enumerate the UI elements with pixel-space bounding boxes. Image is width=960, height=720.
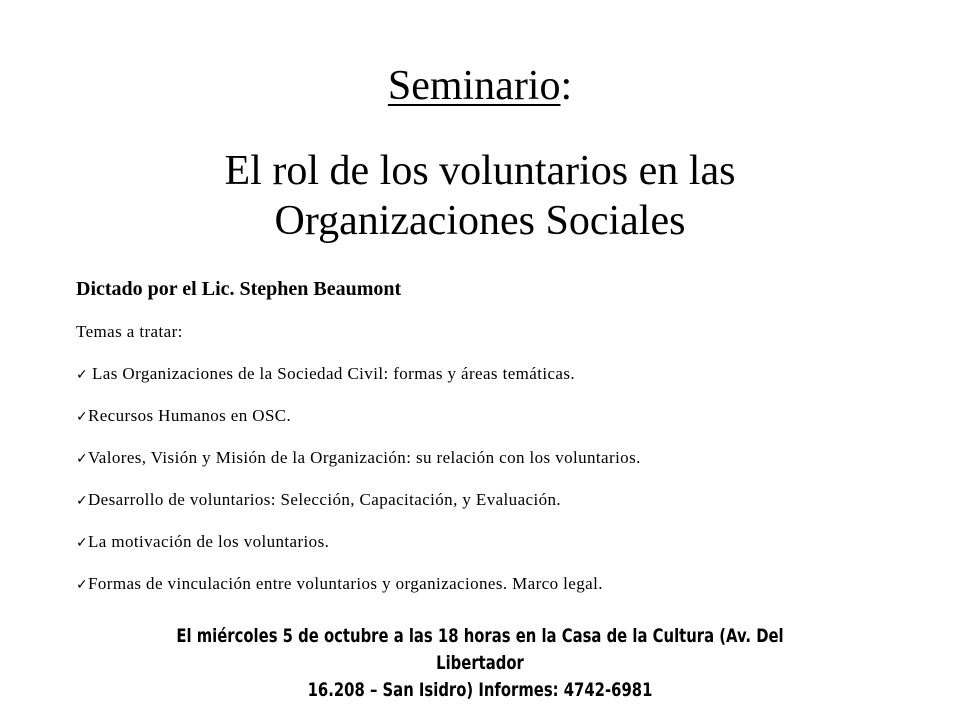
checkmark-icon: ✓ — [76, 451, 89, 467]
event-details-line-1: El miércoles 5 de octubre a las 18 horas en la Casa de la Cultura (Av. Del Libertador — [176, 625, 784, 674]
lecturer-line: Dictado por el Lic. Stephen Beaumont — [76, 278, 402, 300]
seminar-title-line-2: Organizaciones Sociales — [274, 198, 686, 244]
topic-item — [76, 488, 641, 530]
event-details — [137, 623, 823, 704]
topic-text: Formas de vinculación entre voluntarios y organizaciones. Marco legal. — [88, 574, 603, 593]
seminar-title — [60, 146, 900, 246]
seminar-heading-colon: : — [560, 63, 573, 109]
checkmark-icon: ✓ — [76, 577, 89, 593]
topic-item — [76, 404, 641, 446]
topic-text: Desarrollo de voluntarios: Selección, Capacitación, y Evaluación. — [88, 490, 562, 509]
topic-item — [76, 446, 641, 488]
seminar-title-line-1: El rol de los voluntarios en las — [224, 148, 736, 194]
topic-item — [76, 530, 641, 572]
topic-text: La motivación de los voluntarios. — [88, 532, 330, 551]
topic-text: Recursos Humanos en OSC. — [88, 406, 292, 425]
topic-text: Las Organizaciones de la Sociedad Civil: formas y áreas temáticas. — [92, 364, 576, 383]
event-details-line-2: 16.208 – San Isidro) Informes: 4742-6981 — [307, 679, 653, 701]
checkmark-icon: ✓ — [76, 493, 89, 509]
seminar-heading-word: Seminario — [387, 63, 561, 109]
topic-item — [76, 362, 641, 404]
topic-text: Valores, Visión y Misión de la Organización: su relación con los voluntarios. — [88, 448, 641, 467]
topics-list — [76, 362, 641, 614]
checkmark-icon: ✓ — [76, 535, 89, 551]
seminar-heading — [0, 62, 960, 110]
topic-item — [76, 572, 641, 614]
checkmark-icon: ✓ — [76, 409, 89, 425]
topics-label: Temas a tratar: — [76, 322, 183, 341]
checkmark-icon: ✓ — [76, 367, 89, 383]
